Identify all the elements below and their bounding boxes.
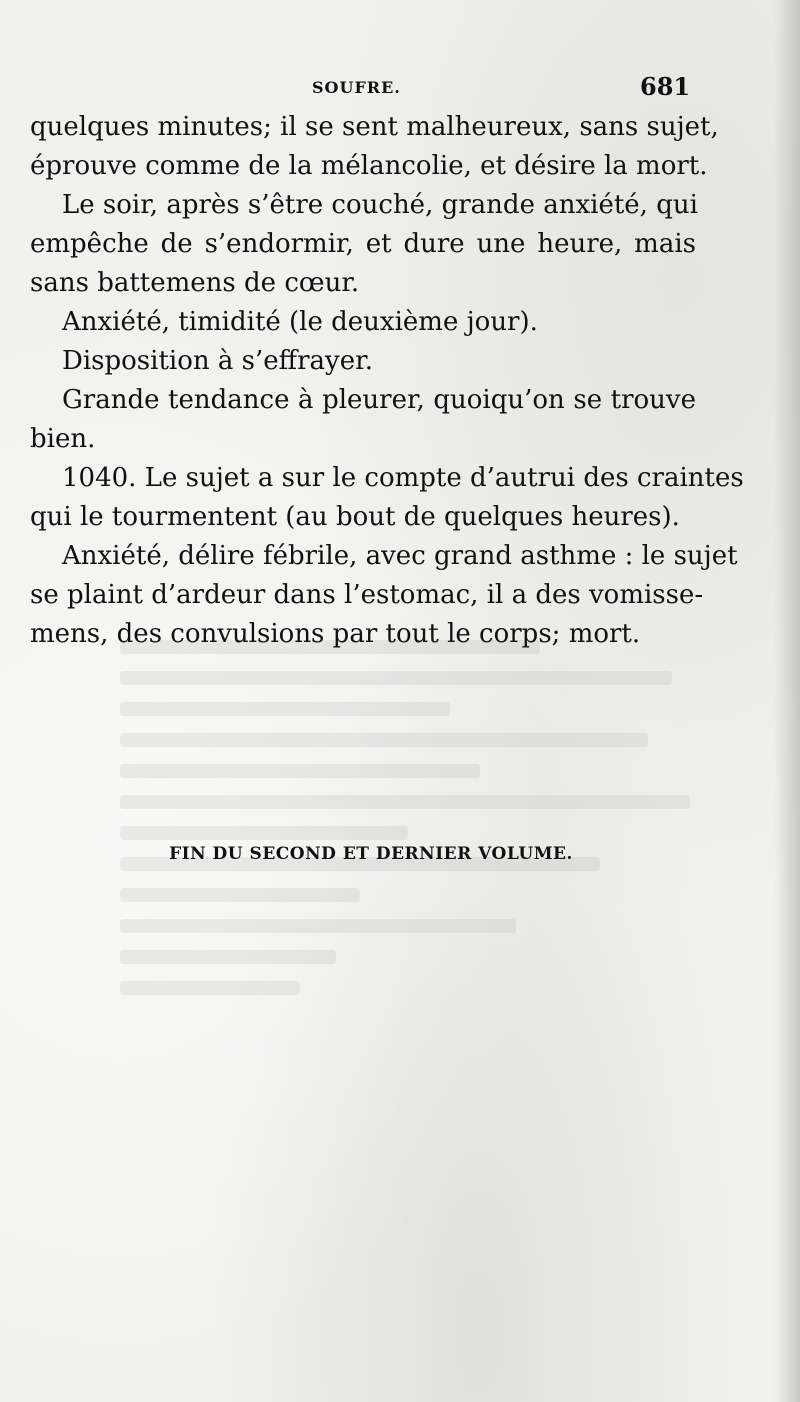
page-number: 681 (640, 72, 691, 101)
text-line: sans battemens de cœur. (30, 268, 360, 298)
text-line: éprouve comme de la mélancolie, et désire la mort. (30, 151, 708, 181)
text-line: Anxiété, timidité (le deuxième jour). (62, 307, 538, 337)
text-line: se plaint d’ardeur dans l’estomac, il a des vomisse- (30, 580, 704, 610)
end-note (0, 844, 800, 864)
text-line: quelques minutes; il se sent malheureux, sans sujet, (30, 112, 719, 142)
text-line: Le soir, après s’être couché, grande anxiété, qui (62, 190, 698, 220)
text-line: mens, des convulsions par tout le corps; mort. (30, 619, 641, 649)
running-title: SOUFRE. (312, 78, 401, 97)
end-note-text: FIN DU SECOND ET DERNIER VOLUME. (169, 844, 573, 864)
text-line: Grande tendance à pleurer, quoiqu’on se trouve (62, 385, 696, 415)
page-edge-shadow (774, 0, 800, 1402)
text-line: empêche de s’endormir, et dure une heure, mais (30, 229, 696, 259)
body-text (30, 108, 744, 654)
text-line: bien. (30, 424, 96, 454)
running-header (0, 72, 800, 106)
text-line: 1040. Le sujet a sur le compte d’autrui des craintes (62, 463, 744, 493)
text-line: qui le tourmentent (au bout de quelques heures). (30, 502, 680, 532)
text-line: Disposition à s’effrayer. (62, 346, 373, 376)
show-through-texture (120, 640, 720, 1200)
text-line: Anxiété, délire fébrile, avec grand asthme : le sujet (62, 541, 738, 571)
